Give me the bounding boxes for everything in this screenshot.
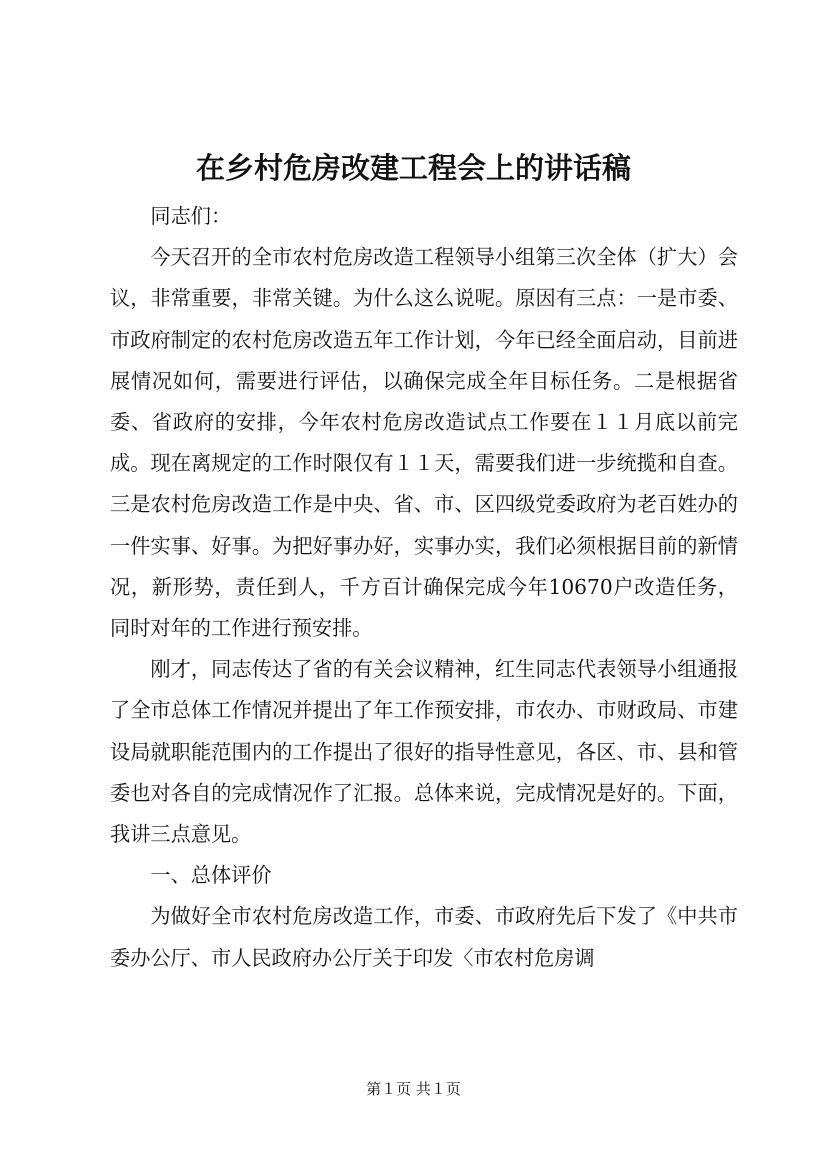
page-footer: 第１页 共１页 [366,1080,461,1098]
paragraph-3: 为做好全市农村危房改造工作，市委、市政府先后下发了《中共市委办公厅、市人民政府办公厅关于印发〈市农村危房调 [110,904,738,970]
salutation: 同志们： [150,204,232,228]
document-title: 在乡村危房改建工程会上的讲话稿 [195,151,631,185]
paragraph-1: 今天召开的全市农村危房改造工程领导小组第三次全体（扩大）会议，非常重要，非常关键。为什么这么说呢。原因有三点：一是市委、市政府制定的农村危房改造五年工作计划，今年已经全面启动，目前进展情况如何，需要进行评估，以确保完成全年目标任务。二是根据省委、省政府的安排，今年农村危房改造试点工作要在１１月底以前完成。现在离规定的工作时限仅有１１天，需要我们进一步统揽和自查。三是农村危房改造工作是中央、省、市、区四级党委政府为老百姓办的一件实事、好事。为把好事办好，实事办实，我们必须根据目前的新情况，新形势，责任到人，千方百计确保完成今年10670户改造任务，同时对年的工作进行预安排。 [110,245,738,641]
section-heading-1: 一、总体评价 [150,863,272,888]
document-body [110,196,738,979]
paragraph-2: 刚才，同志传达了省的有关会议精神，红生同志代表领导小组通报了全市总体工作情况并提出了年工作预安排，市农办、市财政局、市建设局就职能范围内的工作提出了很好的指导性意见，各区、市、县和管委也对各自的完成情况作了汇报。总体来说，完成情况是好的。下面，我讲三点意见。 [110,657,738,847]
